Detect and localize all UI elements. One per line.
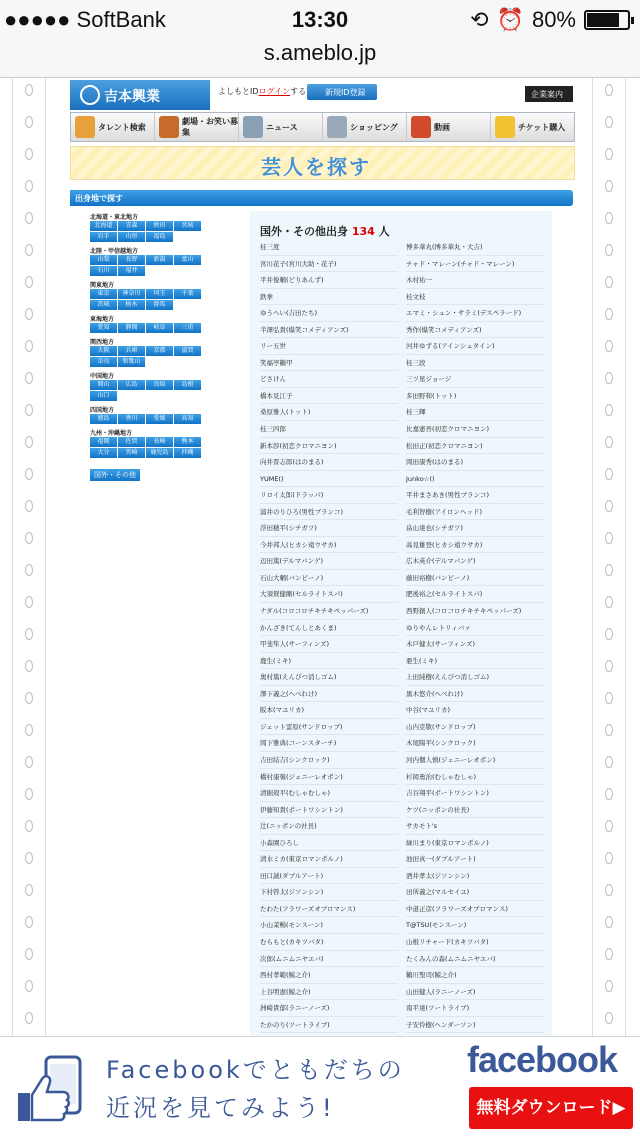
prefecture-grid [90, 255, 205, 276]
ad-line1: Facebookでともだちの [106, 1056, 405, 1084]
prefecture-button[interactable]: 鳥取 [146, 380, 173, 390]
prefecture-button[interactable]: 滋賀 [174, 346, 201, 356]
binder-ring-icon [25, 180, 33, 192]
binder-ring-icon [25, 788, 33, 800]
prefecture-grid [90, 346, 205, 367]
binder-ring-icon [25, 916, 33, 928]
comedian-link[interactable]: 亜生(ミキ) [406, 653, 544, 670]
comedian-link[interactable]: 新本渉(初恋クロマニヨン) [260, 438, 398, 455]
comedian-link[interactable]: 次郎(ムニムニヤエバ) [260, 951, 398, 968]
prefecture-button[interactable]: 東京 [90, 289, 117, 299]
comedian-link[interactable]: 西村孝範(鯨之介) [260, 967, 398, 984]
region-heading: 九州・沖縄地方 [90, 430, 133, 437]
comedian-link[interactable]: 肥後裕之(セルライトスパ) [406, 586, 544, 603]
binder-ring-icon [25, 980, 33, 992]
comedian-link[interactable]: 西野創人(コロコロチキチキペッパーズ) [406, 603, 544, 620]
prefecture-button[interactable]: 熊本 [174, 437, 201, 447]
comedian-link[interactable]: 甲斐隼人(サーフィンズ) [260, 636, 398, 653]
binder-ring-icon [605, 308, 613, 320]
comedian-link[interactable]: 清水ミカ(東京ロマンポルノ) [260, 851, 398, 868]
prefecture-button[interactable]: 北海道 [90, 221, 117, 231]
comedian-link[interactable]: たかのり(ツートライブ) [260, 1017, 398, 1034]
login-suffix: する [290, 87, 307, 96]
binder-ring-icon [605, 532, 613, 544]
comedian-link[interactable]: ゆうへい(吉田たち) [260, 305, 398, 322]
comedian-link[interactable]: 岡下雅典(コーンスターチ) [260, 735, 398, 752]
prefecture-button[interactable]: 千葉 [174, 289, 201, 299]
status-right [470, 7, 630, 33]
prefecture-button[interactable]: 茨城 [90, 300, 117, 310]
battery-icon [584, 10, 630, 30]
comedian-link[interactable]: 吉田結吉(シンクロック) [260, 752, 398, 769]
comedian-link[interactable]: 桑原雅人(トット) [260, 404, 398, 421]
cart-icon [327, 116, 347, 138]
comedian-link[interactable]: チャド・マレーン(チャド・マレーン) [406, 256, 544, 273]
comedian-link[interactable]: 河内個人慎(ジェニーレオポン) [406, 752, 544, 769]
prefecture-button[interactable]: 長野 [118, 255, 145, 265]
comedian-link[interactable]: 奥村篤(えんぴつ消しゴム) [260, 669, 398, 686]
prefecture-button[interactable]: 島根 [174, 380, 201, 390]
nav-item-label: チケット購入 [518, 122, 566, 132]
comedian-link[interactable]: 大須賀健剛(セルライトスパ) [260, 586, 398, 603]
ad-message [106, 1051, 405, 1127]
comedian-link[interactable]: 伊藤知貴(ポートワシントン) [260, 802, 398, 819]
binder-ring-icon [25, 372, 33, 384]
comedian-link[interactable]: 鉄拳 [260, 289, 398, 306]
comedian-link[interactable]: 桂三度 [260, 239, 398, 256]
binder-ring-icon [605, 500, 613, 512]
binder-ring-icon [605, 404, 613, 416]
corporate-label: 企業案内 [531, 90, 563, 99]
comedian-link[interactable]: 辻(ニッポンの社長) [260, 818, 398, 835]
prefecture-button[interactable]: 三重 [174, 323, 201, 333]
comedian-link[interactable]: リロイ太郎(ドラッパ) [260, 487, 398, 504]
list-heading-text: 国外・その他出身 [260, 225, 348, 238]
comedian-link[interactable]: 緑川まり(東京ロマンポルノ) [406, 835, 544, 852]
comedian-link[interactable]: ジェット雲原(サンドロップ) [260, 719, 398, 736]
binder-ring-icon [605, 756, 613, 768]
binder-ring-icon [25, 628, 33, 640]
prefecture-button[interactable]: 福島 [146, 232, 173, 242]
binder-ring-icon [25, 116, 33, 128]
comedian-link[interactable]: 田所義之(マルセイユ) [406, 884, 544, 901]
talent-icon [75, 116, 95, 138]
comedian-link[interactable]: 松田正(初恋クロマニヨン) [406, 438, 544, 455]
region-heading: 東海地方 [90, 316, 115, 323]
prefecture-button[interactable]: 京都 [146, 346, 173, 356]
comedian-link[interactable]: YUME() [260, 471, 398, 488]
new-register-button[interactable] [307, 84, 377, 100]
url-text: s.ameblo.jp [263, 40, 377, 65]
binder-ring-icon [25, 692, 33, 704]
binder-ring-icon [605, 916, 613, 928]
binder-ring-icon [605, 660, 613, 672]
binder-ring-icon [25, 756, 33, 768]
comedian-link[interactable]: 子安怜樹(ヘンダーソン) [406, 1017, 544, 1034]
comedian-link[interactable]: 黒木悠介(へべれけ) [406, 686, 544, 703]
prefecture-button[interactable]: 宮崎 [118, 448, 145, 458]
nav-item-label: ショッピング [350, 122, 398, 132]
comedian-link[interactable]: たわた(フラワーズオブロマンス) [260, 901, 398, 918]
region-group [90, 337, 205, 367]
comedian-link[interactable]: 多田野和(トット) [406, 388, 544, 405]
comedian-link[interactable]: ケツ(ニッポンの社長) [406, 802, 544, 819]
left-binder-rail [12, 78, 46, 1036]
comedian-link[interactable]: たくみんの森(ムニムニヤエバ) [406, 951, 544, 968]
comedian-link[interactable]: 畠山達也(シチガツ) [406, 520, 544, 537]
prefecture-button[interactable]: 奈良 [90, 357, 117, 367]
prefecture-grid [90, 380, 205, 401]
comedian-link[interactable]: 今井邦人(ヒカシ遠ウサカ) [260, 537, 398, 554]
nav-item-1[interactable] [155, 113, 239, 141]
region-heading: 北海道・東北地方 [90, 214, 139, 221]
comedian-link[interactable]: 三ツ星ジョージ [406, 371, 544, 388]
comedian-link[interactable]: 上谷明憲(鯨之介) [260, 984, 398, 1001]
binder-ring-icon [25, 564, 33, 576]
region-group [90, 428, 205, 458]
status-bar [0, 0, 640, 40]
binder-ring-icon [25, 1012, 33, 1024]
prefecture-button[interactable]: 高知 [174, 414, 201, 424]
comedian-link[interactable]: 鹿生(ミキ) [260, 653, 398, 670]
prefecture-button[interactable]: 静岡 [118, 323, 145, 333]
binder-ring-icon [605, 564, 613, 576]
binder-ring-icon [605, 788, 613, 800]
prefecture-grid [90, 323, 205, 333]
region-heading: 関西地方 [90, 339, 115, 346]
comedian-link[interactable]: 毛利智樹(アイロンヘッド) [406, 504, 544, 521]
binder-ring-icon [25, 84, 33, 96]
comedian-link[interactable]: 向井晋志郎(はのまる) [260, 454, 398, 471]
prefecture-button[interactable]: 沖縄 [174, 448, 201, 458]
prefecture-button[interactable]: 秋田 [146, 221, 173, 231]
binder-ring-icon [605, 180, 613, 192]
nav-item-label: ニュース [266, 122, 298, 132]
comedian-link[interactable]: 木村祐一 [406, 272, 544, 289]
comedian-link[interactable]: 阪本(マユリカ) [260, 702, 398, 719]
prefecture-button[interactable]: 愛媛 [146, 414, 173, 424]
binder-ring-icon [605, 980, 613, 992]
ticket-icon [495, 116, 515, 138]
binder-ring-icon [25, 212, 33, 224]
prefecture-button[interactable]: 岩手 [90, 232, 117, 242]
binder-ring-icon [25, 276, 33, 288]
ad-line2: 近況を見てみよう! [106, 1094, 335, 1122]
comedian-link[interactable]: 石山大輔(バンビーノ) [260, 570, 398, 587]
comedian-link[interactable]: 橋本見江子 [260, 388, 398, 405]
prefecture-button[interactable]: 香川 [118, 414, 145, 424]
comedian-link[interactable]: 酒井孝太(ジソンシン) [406, 868, 544, 885]
free-download-button[interactable]: 無料ダウンロード▶ [469, 1087, 633, 1129]
region-group [90, 405, 205, 424]
binder-ring-icon [605, 148, 613, 160]
nav-item-label: 劇場・お笑い募集 [182, 117, 238, 137]
prefecture-button[interactable]: 大阪 [90, 346, 117, 356]
comedian-link[interactable]: 橋村康嶺(ジェニーレオポン) [260, 769, 398, 786]
abroad-button[interactable]: 国外・その他 [90, 469, 140, 481]
logo-text: 吉本興業 [104, 89, 160, 105]
section-header [70, 190, 573, 206]
binder-ring-icon [25, 404, 33, 416]
yoshimoto-logo-icon [80, 85, 100, 105]
comedian-link[interactable]: 平井まさあき(男性ブランコ) [406, 487, 544, 504]
comedian-link[interactable]: 高見雄登(ヒカシ遠ウサカ) [406, 537, 544, 554]
binder-ring-icon [605, 852, 613, 864]
right-binder-rail [592, 78, 626, 1036]
prefecture-button[interactable]: 埼玉 [146, 289, 173, 299]
comedian-link[interactable]: 中道正彦(フラワーズオブロマンス) [406, 901, 544, 918]
prefecture-button[interactable]: 大分 [90, 448, 117, 458]
list-heading [260, 223, 390, 239]
prefecture-button[interactable]: 神奈川 [118, 289, 145, 299]
region-heading: 関東地方 [90, 282, 115, 289]
comedian-link[interactable]: 博多華丸(博多華丸・大吉) [406, 239, 544, 256]
comedian-link[interactable]: 辺田篤(デルマパンゲ) [260, 553, 398, 570]
comedian-link[interactable]: 澤下義之(へべれけ) [260, 686, 398, 703]
comedian-link[interactable]: 山根リチャード(カキツバタ) [406, 934, 544, 951]
comedian-link[interactable]: どさけん [260, 371, 398, 388]
comedian-link[interactable]: 宮川花子(宮川大助・花子) [260, 256, 398, 273]
prefecture-button[interactable]: 山口 [90, 391, 117, 401]
login-line [218, 86, 306, 97]
comedian-link[interactable]: 山田健人(ラニーノーズ) [406, 984, 544, 1001]
comedian-link[interactable]: サカモト's [406, 818, 544, 835]
comedian-link[interactable]: むらもと(カキツバタ) [260, 934, 398, 951]
comedian-link[interactable]: 小山茉暢(モンスーン) [260, 917, 398, 934]
prefecture-button[interactable]: 富山 [174, 255, 201, 265]
comedian-link[interactable]: 浮田穂平(シチガツ) [260, 520, 398, 537]
alarm-icon: ⏰ [496, 7, 524, 32]
comedian-link[interactable]: 吉谷翔平(ポートワシントン) [406, 785, 544, 802]
binder-ring-icon [605, 244, 613, 256]
binder-ring-icon [25, 468, 33, 480]
comedian-link[interactable]: Junko☆() [406, 471, 544, 488]
nav-item-label: 動画 [434, 122, 450, 132]
comedian-link[interactable]: 洲崎貴郁(ラニーノーズ) [260, 1000, 398, 1017]
binder-ring-icon [25, 500, 33, 512]
login-link[interactable]: ログイン [258, 87, 291, 96]
comedian-link[interactable]: 池田真一(ダブルアート) [406, 851, 544, 868]
comedian-link[interactable]: 上田純樹(えんぴつ消しゴム) [406, 669, 544, 686]
binder-ring-icon [25, 244, 33, 256]
prefecture-button[interactable]: 岡山 [90, 380, 117, 390]
find-title: 芸人を探す [261, 155, 371, 179]
comedian-link[interactable]: 広木英介(デルマパンゲ) [406, 553, 544, 570]
comedian-link[interactable]: かんざき(てんしとあくま) [260, 620, 398, 637]
prefecture-button[interactable]: 群馬 [146, 300, 173, 310]
comedian-link[interactable]: 山内克敬(サンドロップ) [406, 719, 544, 736]
global-nav [70, 112, 575, 142]
prefecture-button[interactable]: 青森 [118, 221, 145, 231]
binder-ring-icon [605, 692, 613, 704]
url-bar[interactable] [0, 40, 640, 78]
list-count: 134 [351, 225, 375, 238]
binder-ring-icon [605, 340, 613, 352]
binder-ring-icon [25, 436, 33, 448]
prefecture-button[interactable]: 和歌山 [118, 357, 145, 367]
comedian-link[interactable]: 平井俊輔(どりあんず) [260, 272, 398, 289]
comedian-link[interactable]: 秀作(爆笑コメディアンズ) [406, 322, 544, 339]
prefecture-button[interactable]: 長崎 [146, 437, 173, 447]
binder-ring-icon [25, 820, 33, 832]
binder-ring-icon [25, 340, 33, 352]
comedian-link[interactable]: 木戸健太(サーフィンズ) [406, 636, 544, 653]
prefecture-button[interactable]: 徳島 [90, 414, 117, 424]
clock: 13:30 [291, 7, 349, 32]
comedian-link[interactable]: T@TSU(モンスーン) [406, 917, 544, 934]
nav-item-4[interactable] [407, 113, 491, 141]
find-comedian-banner [70, 146, 575, 180]
binder-ring-icon [605, 212, 613, 224]
binder-ring-icon [25, 596, 33, 608]
binder-ring-icon [605, 948, 613, 960]
binder-ring-icon [605, 884, 613, 896]
binder-ring-icon [605, 468, 613, 480]
prefecture-button[interactable]: 鹿児島 [146, 448, 173, 458]
comedian-link[interactable]: 比嘉憲吾(初恋クロマニヨン) [406, 421, 544, 438]
binder-ring-icon [25, 948, 33, 960]
binder-ring-icon [25, 884, 33, 896]
nav-item-label: タレント検索 [98, 122, 146, 132]
news-icon [243, 116, 263, 138]
binder-ring-icon [605, 84, 613, 96]
tv-icon [411, 116, 431, 138]
binder-ring-icon [605, 1012, 613, 1024]
rotation-lock-icon: ⟲ [470, 7, 489, 32]
nav-item-5[interactable] [491, 113, 574, 141]
name-grid [260, 239, 550, 1033]
comedian-link[interactable]: 杉岡勇治(むしゃむしゃ) [406, 769, 544, 786]
binder-ring-icon [25, 852, 33, 864]
binder-ring-icon [25, 148, 33, 160]
binder-ring-icon [25, 724, 33, 736]
comedian-link[interactable]: 中谷(マユリカ) [406, 702, 544, 719]
prefecture-button[interactable]: 栃木 [118, 300, 145, 310]
comedian-link[interactable]: 桂三段 [406, 355, 544, 372]
web-page [0, 78, 640, 1036]
comedian-link[interactable]: リー五世 [260, 338, 398, 355]
prefecture-button[interactable]: 山梨 [90, 255, 117, 265]
comedian-link[interactable]: ナダル(コロコロチキチキペッパーズ) [260, 603, 398, 620]
comedian-link[interactable]: 半澤弘貴(爆笑コメディアンズ) [260, 322, 398, 339]
binder-ring-icon [605, 372, 613, 384]
comedian-link[interactable]: エマミ・シュン・サラミ(デスペラード) [406, 305, 544, 322]
comedian-link[interactable]: 小森園ひろし [260, 835, 398, 852]
prefecture-grid [90, 414, 205, 424]
binder-ring-icon [605, 820, 613, 832]
region-heading: 中国地方 [90, 373, 115, 380]
carrier-label: ●●●●● SoftBank [4, 7, 166, 32]
prefecture-button[interactable]: 石川 [90, 266, 117, 276]
comedian-link[interactable]: 木尾陽平(シンクロック) [406, 735, 544, 752]
comedian-link[interactable]: 笑福亭鶴甲 [260, 355, 398, 372]
prefecture-grid [90, 289, 205, 310]
region-group [90, 371, 205, 401]
comedian-link[interactable]: 岡田康秀(はのまる) [406, 454, 544, 471]
prefecture-button[interactable]: 広島 [118, 380, 145, 390]
prefecture-button[interactable]: 新潟 [146, 255, 173, 265]
facebook-ad-banner[interactable] [0, 1036, 640, 1136]
comedian-list-panel [250, 211, 552, 1036]
comedian-link[interactable]: 桂文枝 [406, 289, 544, 306]
prefecture-button[interactable]: 佐賀 [118, 437, 145, 447]
region-heading: 北陸・甲信越地方 [90, 248, 139, 255]
prefecture-button[interactable]: 福井 [118, 266, 145, 276]
prefecture-grid [90, 221, 205, 242]
prefecture-grid [90, 437, 205, 458]
nav-item-0[interactable] [71, 113, 155, 141]
thumbs-up-phone-icon [10, 1055, 88, 1127]
comedian-link[interactable]: 鶴川聖司(鯨之介) [406, 967, 544, 984]
region-group [90, 246, 205, 276]
login-prefix: よしもとID [218, 87, 259, 96]
region-group [90, 314, 205, 333]
binder-ring-icon [25, 532, 33, 544]
comedian-link[interactable]: 藤田裕樹(バンビーノ) [406, 570, 544, 587]
binder-ring-icon [25, 660, 33, 672]
comedian-link[interactable]: 南平達(ツートライブ) [406, 1000, 544, 1017]
binder-ring-icon [605, 116, 613, 128]
region-heading: 四国地方 [90, 407, 115, 414]
comedian-link[interactable]: 浦井のりひろ(男性ブランコ) [260, 504, 398, 521]
section-title: 出身地で探す [75, 194, 123, 203]
binder-ring-icon [605, 724, 613, 736]
battery-percent: 80% [531, 7, 576, 32]
prefecture-button[interactable]: 宮城 [174, 221, 201, 231]
comedian-link[interactable]: 河井ゆずる(アインシュタイン) [406, 338, 544, 355]
nav-item-3[interactable] [323, 113, 407, 141]
battery-fill [587, 13, 619, 27]
nav-item-2[interactable] [239, 113, 323, 141]
prefecture-button[interactable]: 兵庫 [118, 346, 145, 356]
binder-ring-icon [605, 276, 613, 288]
list-unit: 人 [378, 225, 390, 238]
site-logo[interactable] [70, 80, 210, 110]
comedian-link[interactable]: 清掘殻平(むしゃむしゃ) [260, 785, 398, 802]
comedian-link[interactable]: 桂三輝 [406, 404, 544, 421]
prefecture-button[interactable]: 山形 [118, 232, 145, 242]
comedian-link[interactable]: 田口誠(ダブルアート) [260, 868, 398, 885]
prefecture-button[interactable]: 愛知 [90, 323, 117, 333]
prefecture-button[interactable]: 福岡 [90, 437, 117, 447]
comedian-link[interactable]: ゆりやんレトリィバァ [406, 620, 544, 637]
prefecture-button[interactable]: 岐阜 [146, 323, 173, 333]
facebook-wordmark: facebook [467, 1039, 618, 1080]
corporate-info-button[interactable] [525, 86, 573, 102]
comedian-link[interactable]: 桂三四郎 [260, 421, 398, 438]
comedian-link[interactable]: 下村啓太(ジソンシン) [260, 884, 398, 901]
binder-ring-icon [605, 596, 613, 608]
binder-ring-icon [605, 628, 613, 640]
region-group [90, 212, 205, 242]
binder-ring-icon [605, 436, 613, 448]
binder-ring-icon [25, 308, 33, 320]
new-register-label: 新規ID登録 [325, 88, 366, 97]
region-group [90, 280, 205, 310]
theater-icon [159, 116, 179, 138]
region-selector [90, 212, 205, 481]
yoshimoto-site [70, 78, 575, 1036]
